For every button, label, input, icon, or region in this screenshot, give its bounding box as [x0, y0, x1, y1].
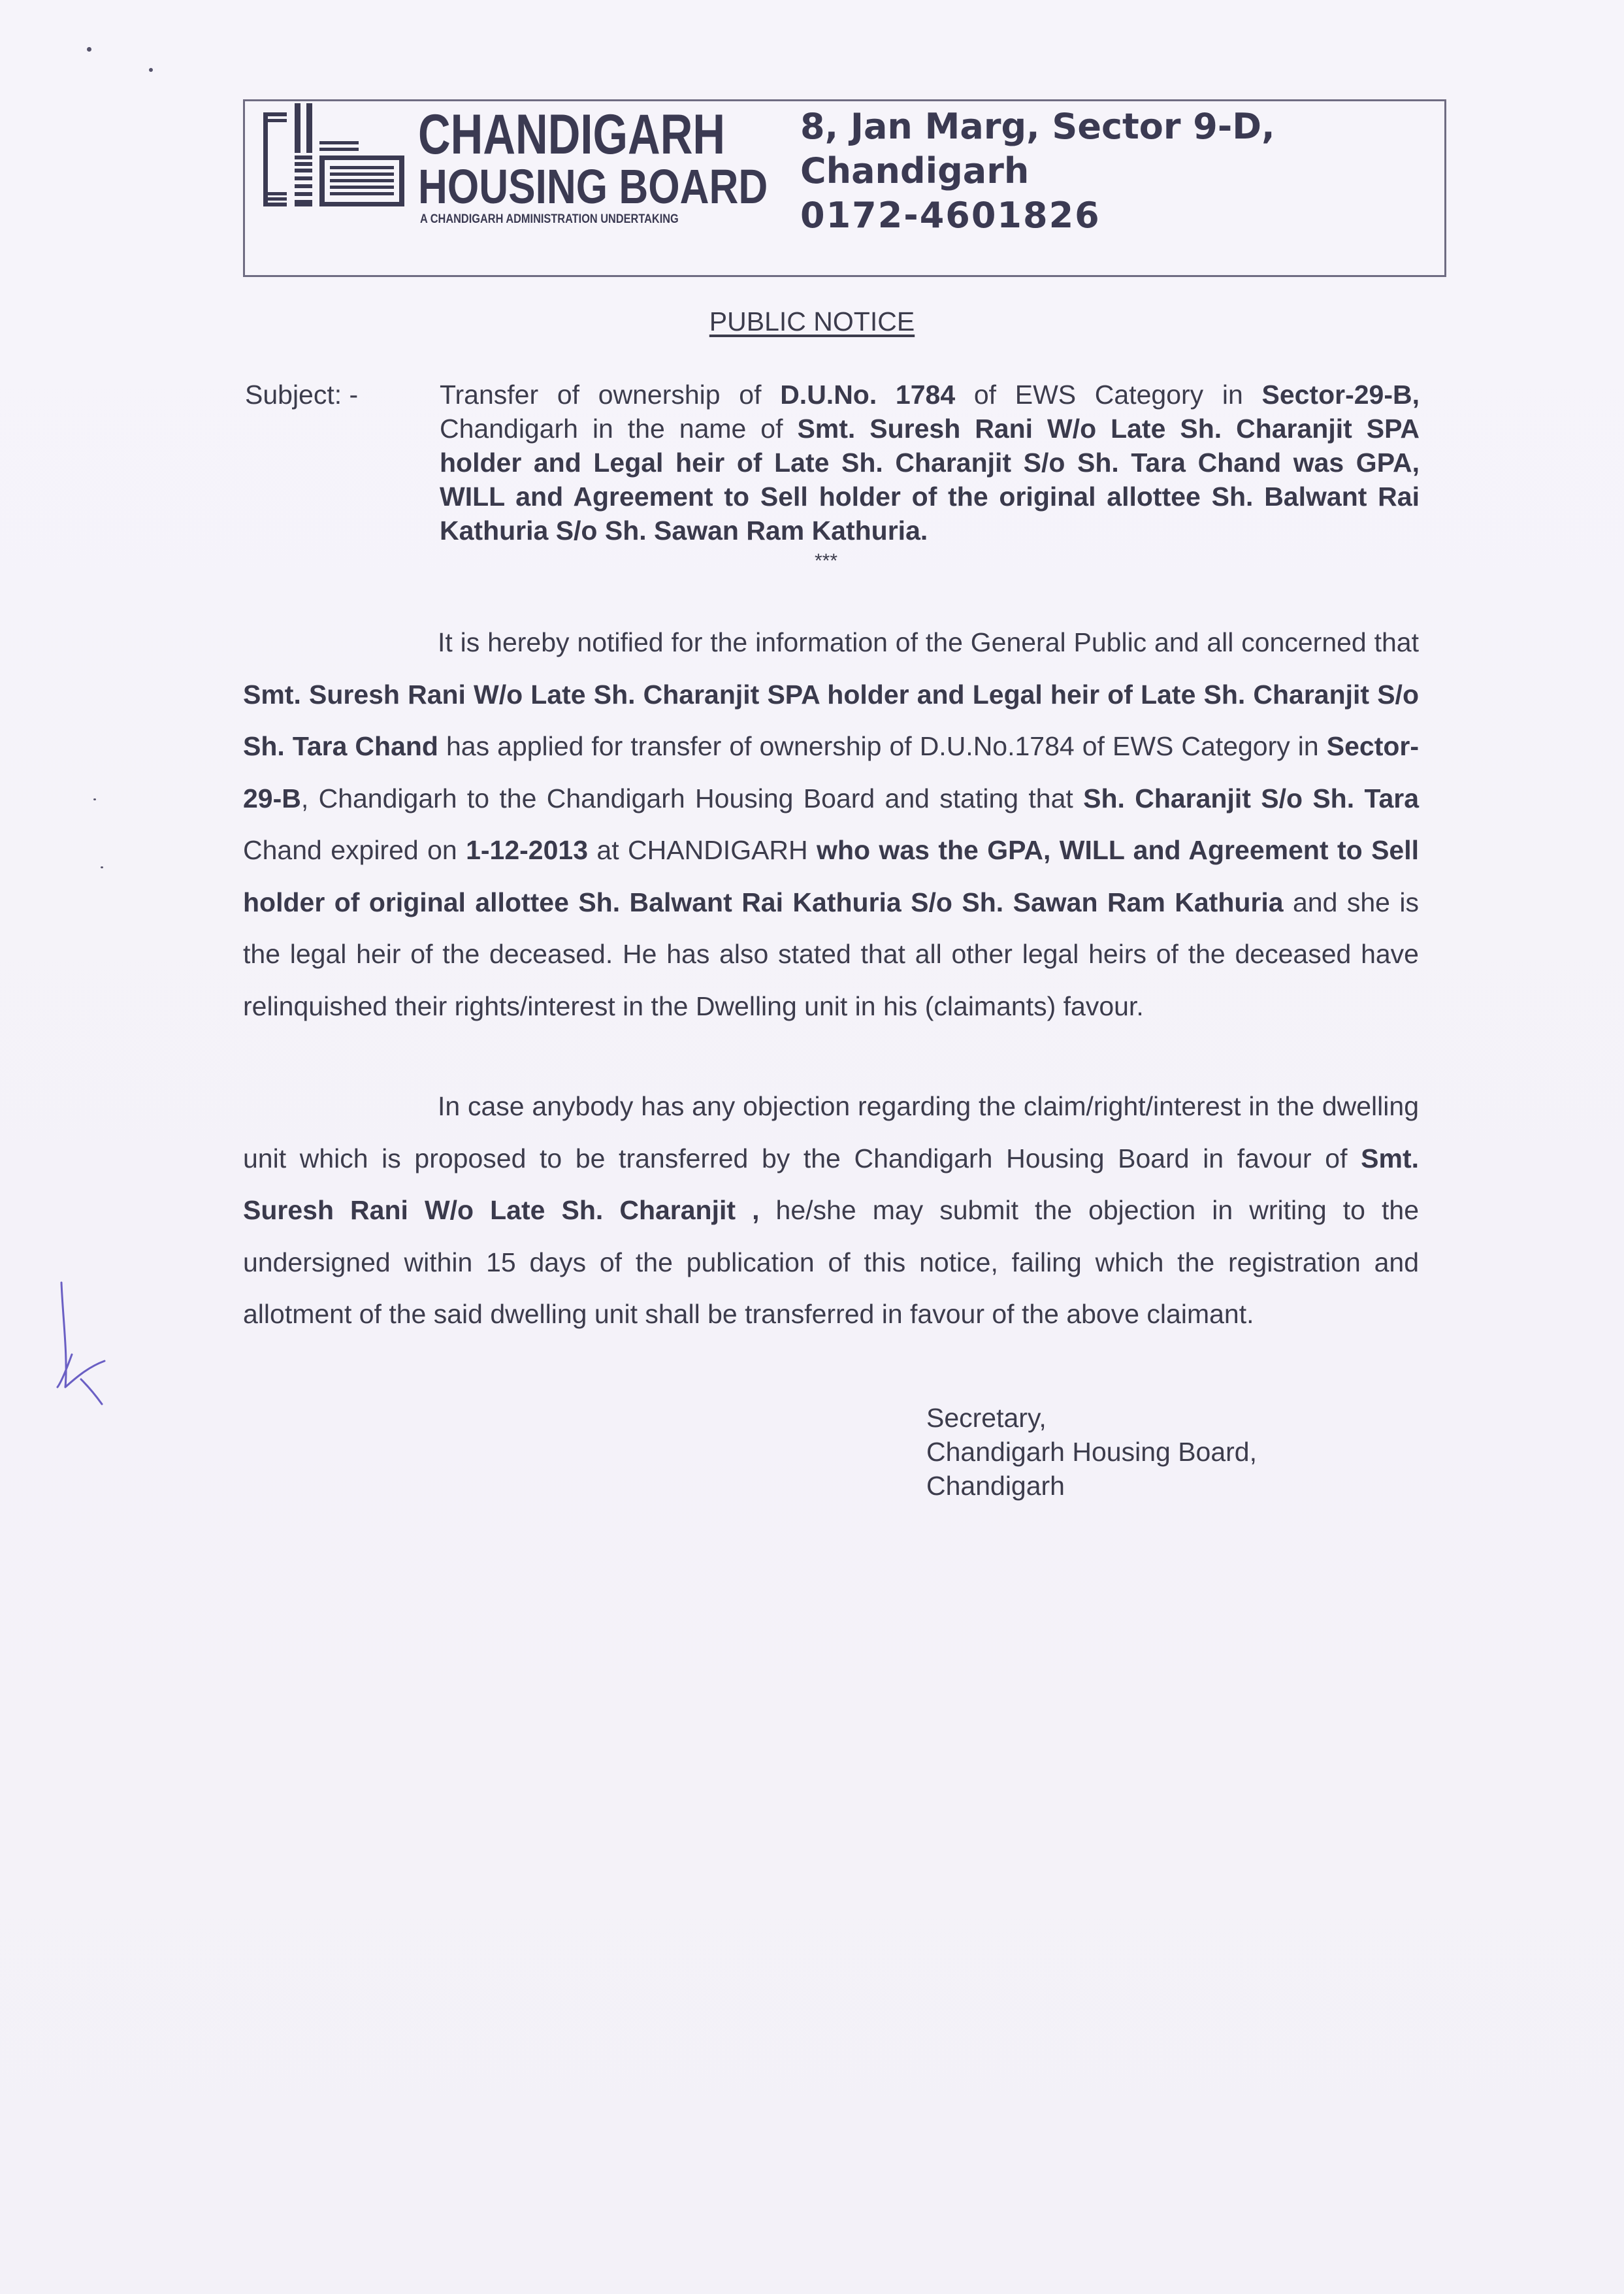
scan-speck	[101, 866, 103, 868]
scan-speck	[93, 798, 96, 800]
bold-run: Smt. Suresh Rani W/o Late Sh. Charanjit SPA holder and Legal heir of Late Sh. Charanjit S/o Sh. Tara Chand was GPA, WILL and Agreement to Sell holder of the original allottee Sh. Balwant Rai Kathuria S/o Sh. Sawan Ram Kathuria.	[440, 414, 1420, 546]
org-name-line-2: HOUSING BOARD	[418, 159, 768, 214]
bold-run: Smt. Suresh Rani W/o Late Sh. Charanjit ,	[243, 1143, 1419, 1225]
chb-logo-icon	[261, 103, 411, 214]
org-tagline: A CHANDIGARH ADMINISTRATION UNDERTAKING	[420, 212, 679, 226]
body-paragraph: It is hereby notified for the information of the General Public and all concerned that Smt. Suresh Rani W/o Late Sh. Charanjit SPA holder and Legal heir of Late Sh. Charanjit S/o Sh. Tara Chand has applied for transfer of ownership of D.U.No.1784 of EWS Category in Sector- 29-B, Chandigarh to the Chandigarh Housing Board and stating that Sh. Charanjit S/o Sh. Tara Chand expired on 1-12-2013 at CHANDIGARH who was the GPA, WILL and Agreement to Sell holder of original allottee Sh. Balwant Rai Kathuria S/o Sh. Sawan Ram Kathuria and she is the legal heir of the deceased. He has also stated that all other legal heirs of the deceased have relinquished their rights/interest in the Dwelling unit in his (claimants) favour.	[243, 627, 1420, 1021]
bold-run: D.U.No. 1784	[780, 380, 956, 410]
signature-block	[926, 1401, 1257, 1503]
signatory-organization: Chandigarh Housing Board,	[926, 1437, 1257, 1467]
subject-text: Transfer of ownership of D.U.No. 1784 of EWS Category in Sector-29-B, Chandigarh in the name of Smt. Suresh Rani W/o Late Sh. Charanjit SPA holder and Legal heir of Late Sh. Charanjit S/o Sh. Tara Chand was GPA, WILL and Agreement to Sell holder of the original allottee Sh. Balwant Rai Kathuria S/o Sh. Sawan Ram Kathuria.	[440, 380, 1420, 546]
bold-run: Sector- 29-B	[243, 731, 1420, 813]
bold-run: who was the GPA, WILL and Agreement to Sell holder of original allottee Sh. Balwant Rai Kathuria S/o Sh. Sawan Ram Kathuria	[243, 835, 1419, 917]
address-line-2: Chandigarh	[800, 150, 1030, 191]
signatory-title: Secretary,	[926, 1403, 1047, 1433]
phone-number: 0172-4601826	[800, 195, 1101, 236]
address-line-1: 8, Jan Marg, Sector 9-D,	[800, 106, 1275, 147]
scan-speck	[149, 68, 153, 72]
signatory-city: Chandigarh	[926, 1471, 1065, 1501]
bold-run: Sh. Charanjit S/o Sh. Tara	[1083, 783, 1420, 813]
scan-speck	[87, 47, 91, 52]
bold-run: Smt. Suresh Rani W/o Late Sh. Charanjit SPA holder and Legal heir of Late Sh. Charanjit S/o Sh. Tara Chand	[243, 679, 1419, 761]
pen-initial-mark	[52, 1277, 118, 1408]
bold-run: 1-12-2013	[466, 835, 589, 865]
letterhead	[243, 99, 1446, 277]
bold-run: Sector-29-B,	[1261, 380, 1420, 410]
org-name-line-1: CHANDIGARH	[418, 103, 726, 166]
subject-label: Subject: -	[245, 380, 359, 410]
notice-title: PUBLIC NOTICE	[709, 306, 915, 336]
body-paragraph: In case anybody has any objection regarding the claim/right/interest in the dwelling unit which is proposed to be transferred by the Chandigarh Housing Board in favour of Smt. Suresh Rani W/o Late Sh. Charanjit , he/she may submit the objection in writing to the undersigned within 15 days of the publication of this notice, failing which the registration and allotment of the said dwelling unit shall be transferred in favour of the above claimant.	[243, 1091, 1419, 1329]
separator: ***	[815, 550, 838, 572]
